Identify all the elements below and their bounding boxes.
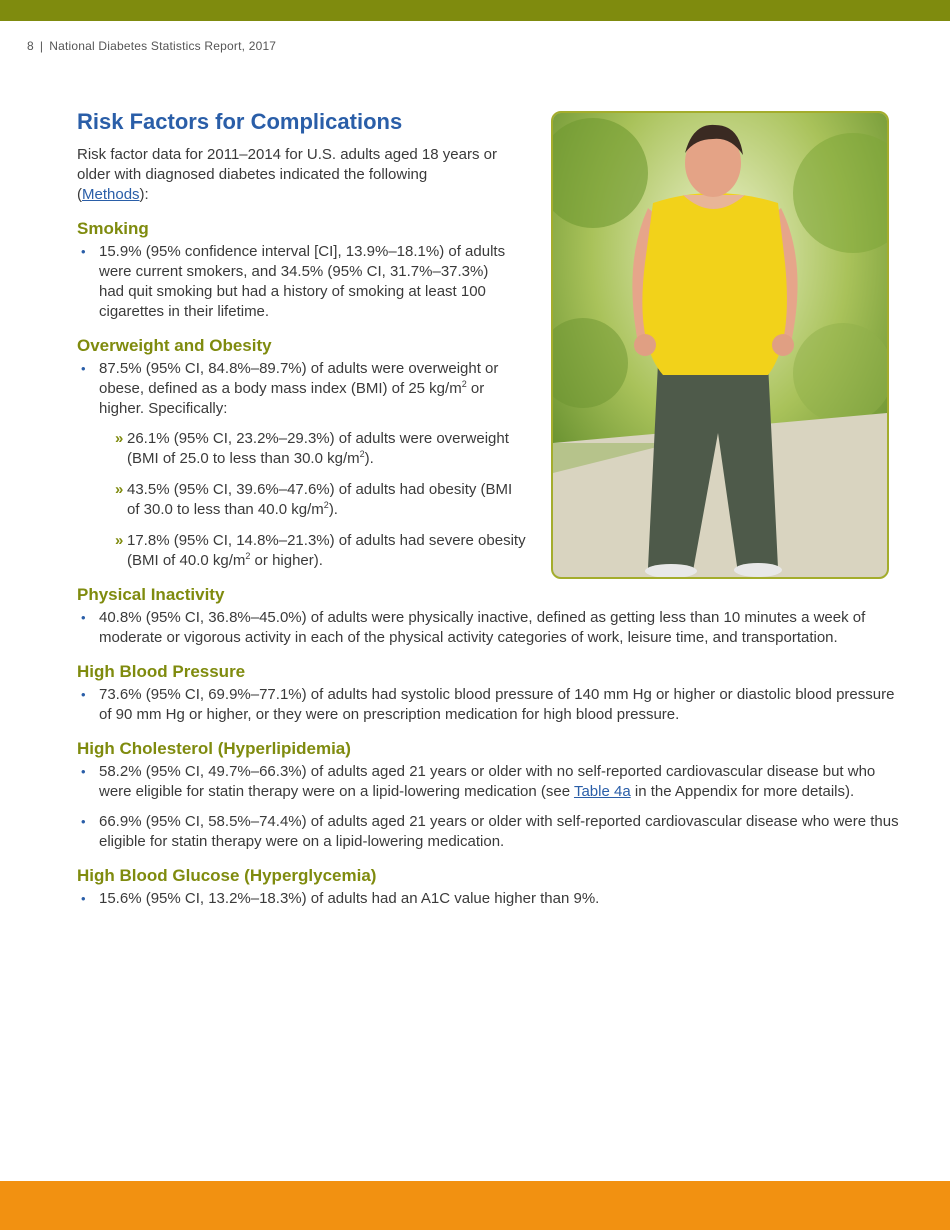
methods-link[interactable]: Methods xyxy=(82,186,140,203)
report-title: National Diabetes Statistics Report, 2017 xyxy=(49,39,277,53)
chevron-icon: » xyxy=(115,481,124,498)
superscript: 2 xyxy=(323,500,329,510)
inactivity-list xyxy=(77,608,907,648)
bullet-icon: • xyxy=(81,814,86,829)
glucose-text: 15.6% (95% CI, 13.2%–18.3%) of adults had an A1C value higher than 9%. xyxy=(99,890,600,907)
header-separator: | xyxy=(39,39,44,53)
blood-pressure-heading: High Blood Pressure xyxy=(77,662,246,681)
glucose-list xyxy=(77,889,907,909)
superscript: 2 xyxy=(245,551,251,561)
main-content xyxy=(77,108,907,909)
page-title: Risk Factors for Complications xyxy=(77,109,403,134)
cholesterol-heading: High Cholesterol (Hyperlipidemia) xyxy=(77,739,351,758)
sub-list-item xyxy=(115,531,527,571)
cholesterol-list xyxy=(77,762,907,852)
smoking-list xyxy=(77,242,517,322)
bullet-icon: • xyxy=(81,244,86,259)
obesity-text: 87.5% (95% CI, 84.8%–89.7%) of adults were overweight or obese, defined as a body mass index (BMI) of 25 kg/m xyxy=(99,360,499,397)
bullet-icon: • xyxy=(81,361,86,376)
obesity-rate-text-end: ). xyxy=(328,501,338,518)
top-color-bar xyxy=(0,0,950,21)
overweight-text: 26.1% (95% CI, 23.2%–29.3%) of adults were overweight (BMI of 25.0 to less than 30.0 kg/m xyxy=(127,430,509,467)
cholesterol-text-1: 58.2% (95% CI, 49.7%–66.3%) of adults aged 21 years or older with no self-reported cardiovascular disease but who were eligible for statin therapy were on a lipid-lowering medication (see xyxy=(99,763,876,800)
cholesterol-text-1-end: in the Appendix for more details). xyxy=(630,783,855,800)
severe-obesity-text: 17.8% (95% CI, 14.8%–21.3%) of adults had severe obesity (BMI of 40.0 kg/m xyxy=(127,532,526,569)
sub-list-item xyxy=(115,429,527,469)
bullet-icon: • xyxy=(81,764,86,779)
blood-pressure-list xyxy=(77,685,907,725)
list-item xyxy=(77,608,907,648)
list-item xyxy=(77,359,527,571)
severe-obesity-text-end: or higher). xyxy=(250,552,323,569)
sub-list-item xyxy=(115,480,527,520)
list-item xyxy=(77,812,907,852)
chevron-icon: » xyxy=(115,532,124,549)
list-item xyxy=(77,889,907,909)
obesity-text-end: or higher. Specifically: xyxy=(99,380,485,417)
intro-text: Risk factor data for 2011–2014 for U.S. adults aged 18 years or older with diagnosed diabetes indicated the following ( xyxy=(77,146,497,203)
bottom-color-bar xyxy=(0,1181,950,1230)
list-item xyxy=(77,685,907,725)
inactivity-text: 40.8% (95% CI, 36.8%–45.0%) of adults were physically inactive, defined as getting less than 10 minutes a week of moderate or vigorous activity in each of the physical activity categories of work, leisure time, and transportation. xyxy=(99,609,866,646)
obesity-rate-text: 43.5% (95% CI, 39.6%–47.6%) of adults had obesity (BMI of 30.0 to less than 40.0 kg/m xyxy=(127,481,513,518)
glucose-heading: High Blood Glucose (Hyperglycemia) xyxy=(77,866,377,885)
superscript: 2 xyxy=(461,379,467,389)
table-4a-link[interactable]: Table 4a xyxy=(573,783,631,800)
smoking-heading: Smoking xyxy=(77,219,149,238)
smoking-text: 15.9% (95% confidence interval [CI], 13.9%–18.1%) of adults were current smokers, and 34.5% (95% CI, 31.7%–37.3%) had quit smoking but had a history of smoking at least 100 cigarettes in their lifetime. xyxy=(99,243,506,320)
page-number: 8 xyxy=(27,39,34,53)
intro-paragraph xyxy=(77,145,497,205)
superscript: 2 xyxy=(359,449,365,459)
obesity-heading: Overweight and Obesity xyxy=(77,336,272,355)
chevron-icon: » xyxy=(115,430,124,447)
running-header xyxy=(27,39,276,53)
intro-text-end: ): xyxy=(139,186,149,203)
cholesterol-text-2: 66.9% (95% CI, 58.5%–74.4%) of adults aged 21 years or older with self-reported cardiovascular disease who were thus eligible for statin therapy were on a lipid-lowering medication. xyxy=(99,813,899,850)
list-item xyxy=(77,242,517,322)
bullet-icon: • xyxy=(81,610,86,625)
obesity-sublist xyxy=(99,429,527,571)
list-item xyxy=(77,762,907,802)
inactivity-heading: Physical Inactivity xyxy=(77,585,225,604)
bullet-icon: • xyxy=(81,891,86,906)
blood-pressure-text: 73.6% (95% CI, 69.9%–77.1%) of adults had systolic blood pressure of 140 mm Hg or higher or diastolic blood pressure of 90 mm Hg or higher, or they were on prescription medication for high blood pressure. xyxy=(99,686,895,723)
obesity-list xyxy=(77,359,527,571)
overweight-text-end: ). xyxy=(364,450,374,467)
bullet-icon: • xyxy=(81,687,86,702)
